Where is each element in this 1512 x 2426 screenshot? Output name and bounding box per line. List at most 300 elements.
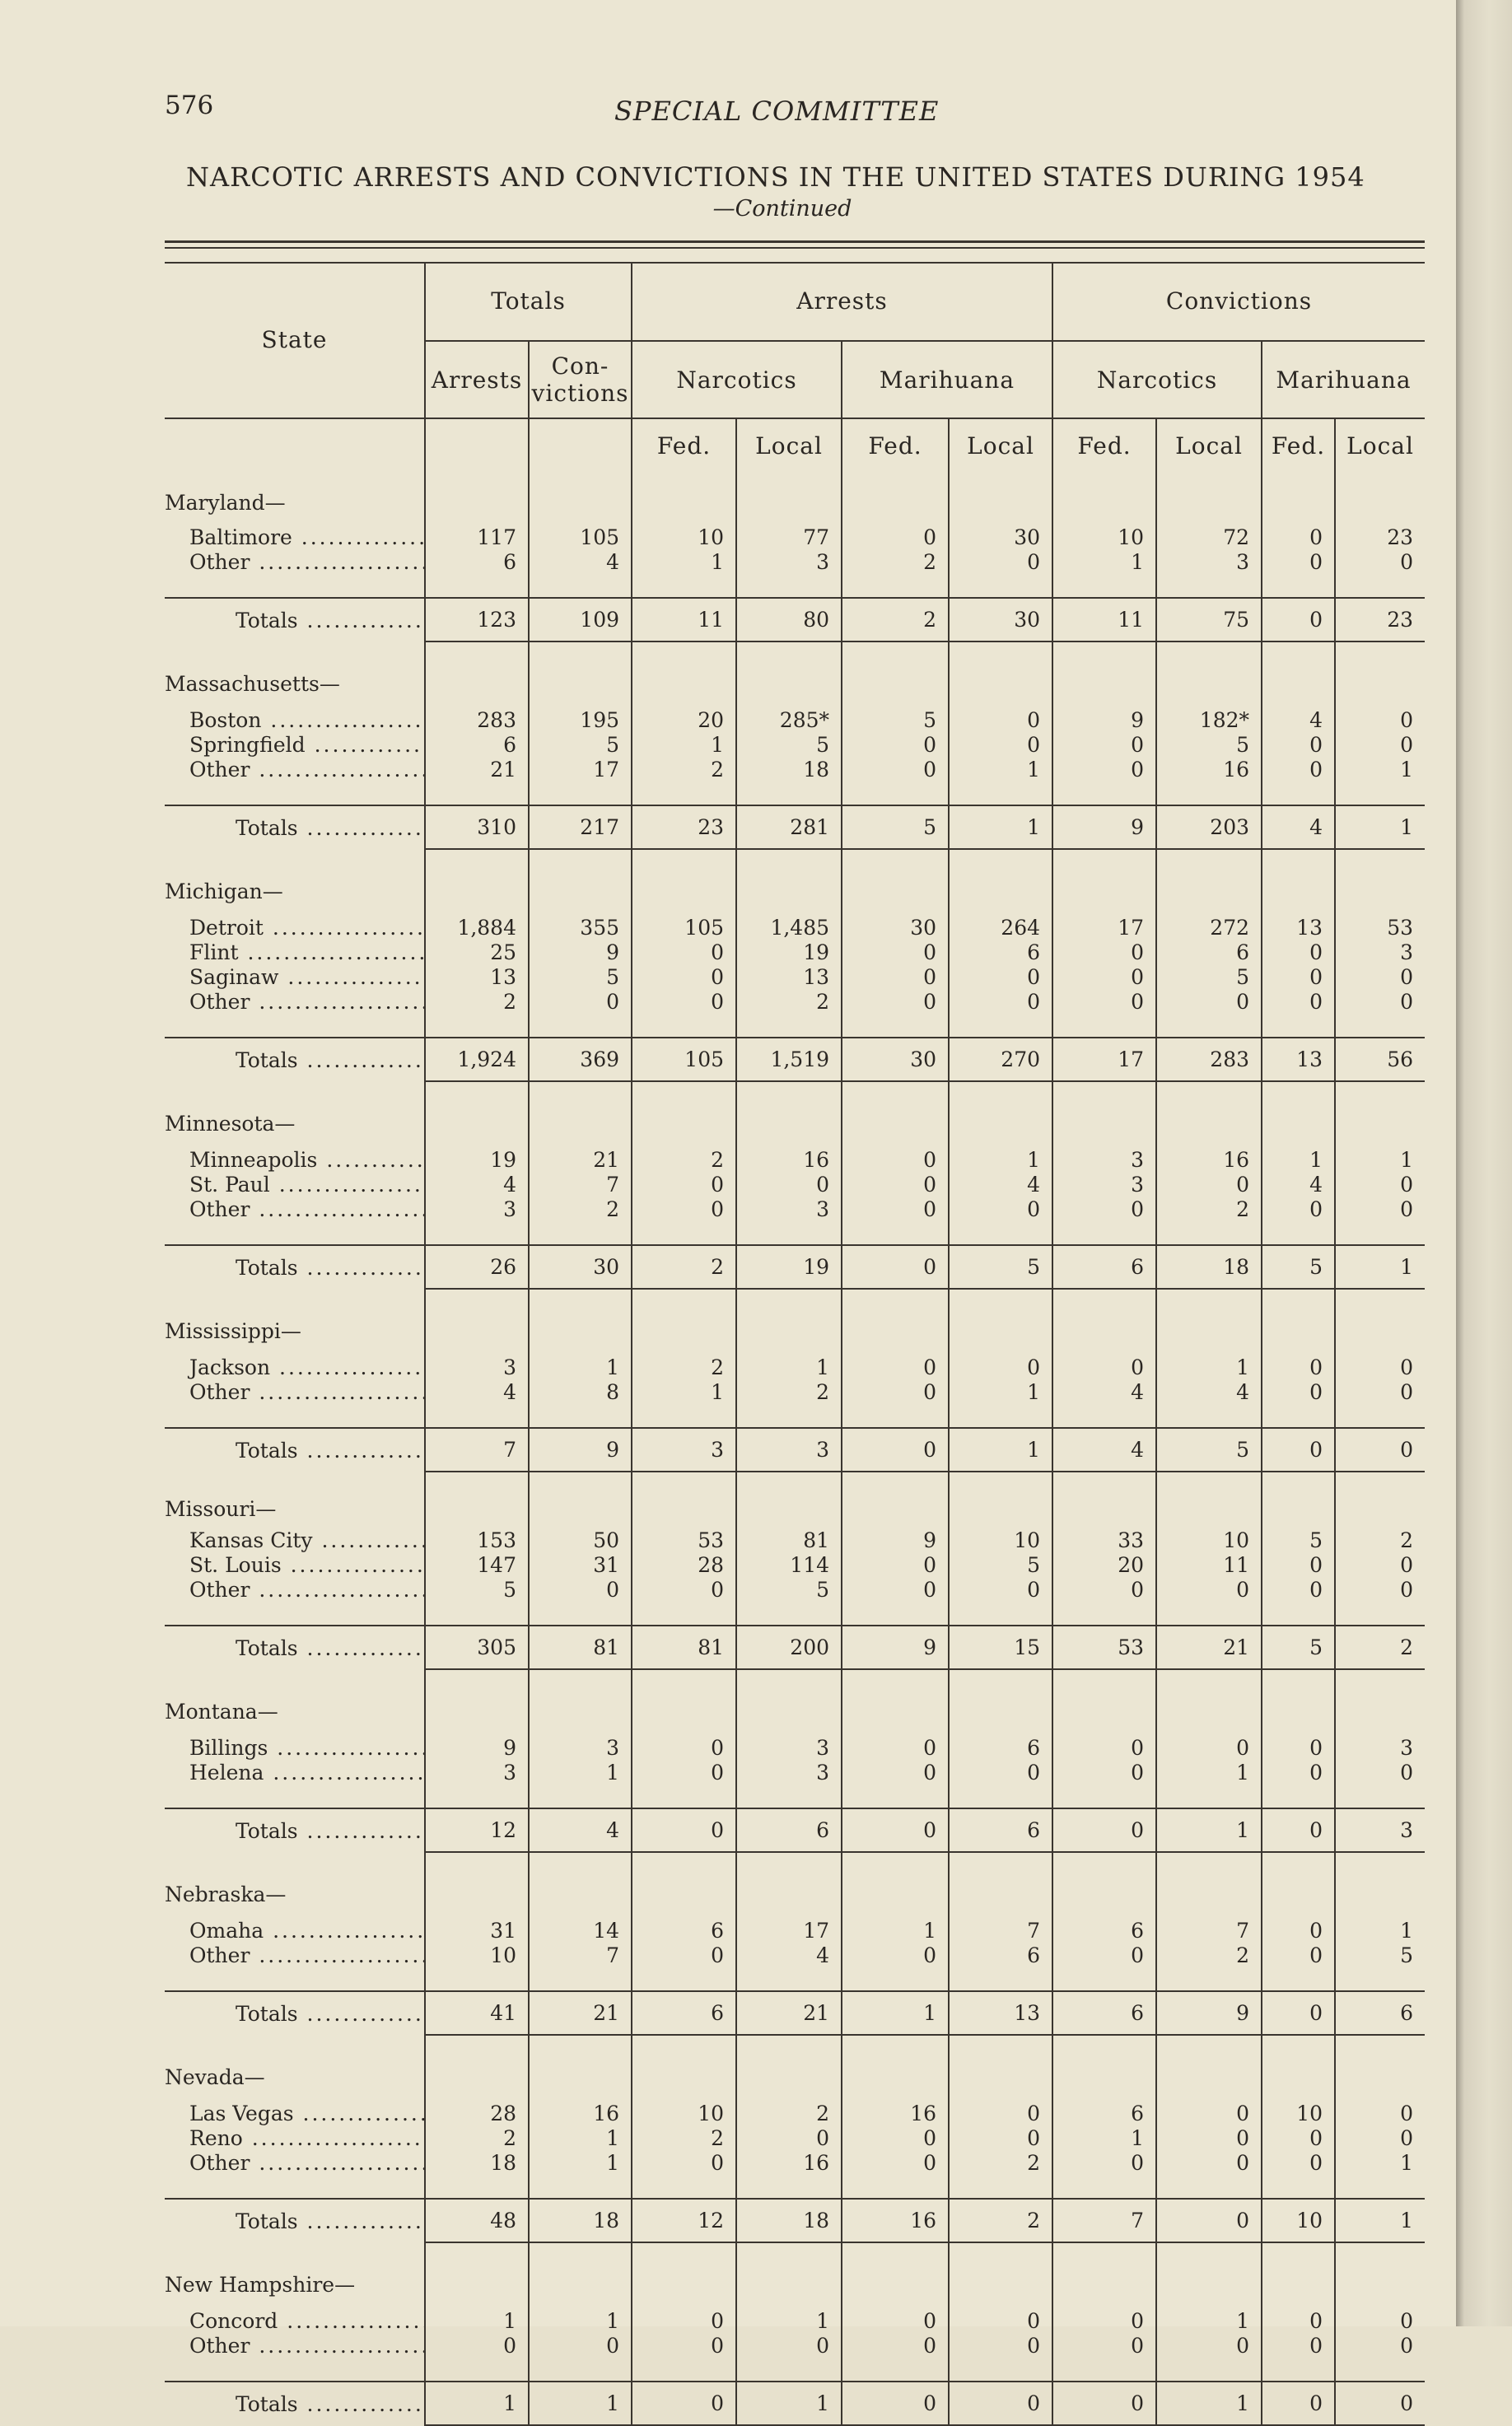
totals-value-cell: 310: [425, 805, 529, 849]
data-row: [165, 1918, 1425, 1943]
value-cell: 4: [425, 1172, 529, 1197]
local-column-header: Local: [1156, 418, 1262, 460]
totals-value-cell: 9: [1156, 1991, 1262, 2035]
totals-value-cell: 5: [1262, 1245, 1335, 1289]
value-cell: 1: [1262, 1147, 1335, 1172]
spacer: [736, 1967, 842, 1991]
value-cell: 0: [842, 1355, 949, 1379]
spacer-row: [165, 781, 1425, 805]
spacer: [949, 1014, 1052, 1038]
totals-label: [165, 2199, 425, 2242]
empty-cell: [736, 1669, 842, 1735]
spacer: [1156, 1014, 1262, 1038]
value-cell: 3: [425, 1760, 529, 1785]
city-name: Other .....: [189, 2151, 425, 2175]
totals-value-cell: 80: [736, 598, 842, 641]
totals-value-cell: 9: [842, 1626, 949, 1669]
value-cell: 0: [1156, 1577, 1262, 1602]
totals-value-cell: 26: [425, 1245, 529, 1289]
value-cell: 0: [1335, 732, 1425, 757]
city-label: [165, 1355, 425, 1379]
value-cell: 3: [425, 1197, 529, 1221]
totals-value-cell: 0: [1262, 598, 1335, 641]
totals-label: [165, 598, 425, 641]
totals-text: Totals .....: [236, 2002, 425, 2026]
totals-value-cell: 18: [736, 2199, 842, 2242]
value-cell: 1: [529, 2125, 632, 2150]
totals-value-cell: 0: [1262, 2382, 1335, 2425]
data-row: [165, 1577, 1425, 1602]
totals-value-cell: 0: [949, 2382, 1052, 2425]
totals-value-cell: 21: [736, 1991, 842, 2035]
empty-cell: [736, 1081, 842, 1147]
value-cell: 17: [1052, 915, 1156, 940]
spacer-row: [165, 1967, 1425, 1991]
value-cell: 18: [736, 757, 842, 781]
empty-cell: [1052, 849, 1156, 915]
value-cell: 0: [949, 549, 1052, 574]
totals-value-cell: 6: [1335, 1991, 1425, 2035]
value-cell: 1: [1335, 1147, 1425, 1172]
value-cell: 6: [425, 732, 529, 757]
spacer: [842, 1404, 949, 1428]
value-cell: 1: [1335, 1918, 1425, 1943]
empty-cell: [425, 460, 529, 525]
empty-cell: [632, 1472, 736, 1528]
value-cell: 16: [736, 2150, 842, 2175]
totals-value-cell: 19: [736, 1245, 842, 1289]
value-cell: 2: [632, 757, 736, 781]
value-cell: 0: [529, 989, 632, 1014]
totals-value-cell: 6: [736, 1808, 842, 1852]
totals-label: [165, 2382, 425, 2425]
value-cell: 0: [949, 2333, 1052, 2358]
totals-row: [165, 598, 1425, 641]
value-cell: 0: [632, 989, 736, 1014]
value-cell: 1: [632, 549, 736, 574]
totals-value-cell: 16: [842, 2199, 949, 2242]
value-cell: 0: [842, 1147, 949, 1172]
totals-label: [165, 1991, 425, 2035]
totals-label: [165, 1038, 425, 1081]
city-name: Jackson .....: [189, 1355, 425, 1379]
value-cell: 264: [949, 915, 1052, 940]
value-cell: 283: [425, 707, 529, 732]
value-cell: 0: [1335, 2308, 1425, 2333]
value-cell: 0: [1052, 1735, 1156, 1760]
empty-cell: [1262, 2035, 1335, 2101]
spacer: [736, 2358, 842, 2382]
value-cell: 6: [949, 1943, 1052, 1967]
empty-cell: [1156, 1472, 1262, 1528]
totals-row: [165, 1038, 1425, 1081]
totals-row: [165, 1991, 1425, 2035]
spacer: [949, 1602, 1052, 1626]
spacer: [842, 2358, 949, 2382]
spacer: [842, 1014, 949, 1038]
spacer: [1262, 2358, 1335, 2382]
city-label: [165, 1735, 425, 1760]
empty-cell: [949, 2242, 1052, 2308]
value-cell: 1: [1335, 2150, 1425, 2175]
value-cell: 0: [1262, 1943, 1335, 1967]
city-label: [165, 915, 425, 940]
spacer: [1052, 2175, 1156, 2199]
value-cell: 1: [1156, 1760, 1262, 1785]
value-cell: 0: [736, 2333, 842, 2358]
spacer: [632, 1967, 736, 1991]
value-cell: 0: [842, 1379, 949, 1404]
totals-value-cell: 12: [425, 1808, 529, 1852]
spacer: [425, 781, 529, 805]
totals-value-cell: 4: [1262, 805, 1335, 849]
value-cell: 2: [425, 989, 529, 1014]
totals-value-cell: 0: [632, 2382, 736, 2425]
spacer: [632, 2175, 736, 2199]
state-name: Mississippi—: [165, 1318, 301, 1343]
spacer: [736, 1221, 842, 1245]
spacer: [842, 1221, 949, 1245]
value-cell: 19: [425, 1147, 529, 1172]
value-cell: 4: [425, 1379, 529, 1404]
spacer: [425, 1014, 529, 1038]
value-cell: 6: [949, 1735, 1052, 1760]
data-row: [165, 940, 1425, 964]
data-row: [165, 1552, 1425, 1577]
empty-cell: [1335, 1852, 1425, 1918]
empty-cell: [949, 2035, 1052, 2101]
totals-arrests-header: Arrests: [425, 341, 529, 418]
value-cell: 0: [949, 1577, 1052, 1602]
totals-value-cell: 18: [529, 2199, 632, 2242]
totals-value-cell: 1: [949, 1428, 1052, 1472]
totals-value-cell: 1: [736, 2382, 842, 2425]
value-cell: 1: [736, 1355, 842, 1379]
value-cell: 0: [949, 1355, 1052, 1379]
spacer: [425, 1404, 529, 1428]
city-label: [165, 549, 425, 574]
empty-cell: [529, 641, 632, 707]
data-row: [165, 915, 1425, 940]
totals-value-cell: 30: [949, 598, 1052, 641]
state-name: Nevada—: [165, 2064, 265, 2089]
value-cell: 5: [1262, 1528, 1335, 1552]
value-cell: 0: [842, 1577, 949, 1602]
totals-label: [165, 1245, 425, 1289]
city-label: [165, 1943, 425, 1967]
spacer: [165, 1967, 425, 1991]
city-label: [165, 707, 425, 732]
value-cell: 5: [529, 732, 632, 757]
arrests-marihuana-header: Marihuana: [842, 341, 1052, 418]
value-cell: 0: [1156, 1172, 1262, 1197]
data-row: [165, 1355, 1425, 1379]
spacer-row: [165, 1602, 1425, 1626]
value-cell: 1: [529, 1355, 632, 1379]
totals-arrests-spacer: [425, 418, 529, 460]
spacer: [529, 574, 632, 598]
empty-cell: [1262, 1852, 1335, 1918]
empty-cell: [949, 1852, 1052, 1918]
city-name: Billings .....: [189, 1736, 425, 1760]
value-cell: 4: [1156, 1379, 1262, 1404]
totals-value-cell: 23: [632, 805, 736, 849]
spacer: [425, 574, 529, 598]
value-cell: 6: [949, 940, 1052, 964]
empty-cell: [949, 1289, 1052, 1355]
empty-cell: [1335, 1472, 1425, 1528]
value-cell: 1: [632, 732, 736, 757]
empty-cell: [1335, 2242, 1425, 2308]
empty-cell: [842, 641, 949, 707]
empty-cell: [1262, 641, 1335, 707]
fed-column-header: Fed.: [632, 418, 736, 460]
empty-cell: [1262, 1472, 1335, 1528]
empty-cell: [632, 1081, 736, 1147]
totals-label: [165, 1808, 425, 1852]
spacer: [1156, 574, 1262, 598]
spacer: [1052, 574, 1156, 598]
totals-value-cell: 2: [632, 1245, 736, 1289]
value-cell: 25: [425, 940, 529, 964]
data-row: [165, 732, 1425, 757]
value-cell: 0: [1052, 2333, 1156, 2358]
value-cell: 10: [1156, 1528, 1262, 1552]
city-name: Kansas City .....: [189, 1528, 425, 1552]
facing-page-edge: [1456, 0, 1512, 2326]
state-heading-row: [165, 460, 1425, 525]
value-cell: 1: [1156, 2308, 1262, 2333]
spacer: [842, 781, 949, 805]
empty-cell: [949, 460, 1052, 525]
value-cell: 9: [842, 1528, 949, 1552]
value-cell: 0: [1262, 2308, 1335, 2333]
value-cell: 0: [1052, 940, 1156, 964]
value-cell: 0: [1052, 2308, 1156, 2333]
totals-value-cell: 109: [529, 598, 632, 641]
totals-value-cell: 10: [1262, 2199, 1335, 2242]
value-cell: 7: [1156, 1918, 1262, 1943]
spacer: [1052, 1785, 1156, 1808]
empty-cell: [425, 2242, 529, 2308]
spacer: [736, 1785, 842, 1808]
totals-value-cell: 0: [632, 1808, 736, 1852]
totals-value-cell: 1: [842, 1991, 949, 2035]
empty-cell: [949, 1081, 1052, 1147]
spacer: [529, 2175, 632, 2199]
empty-cell: [949, 1669, 1052, 1735]
spacer: [425, 1602, 529, 1626]
value-cell: 8: [529, 1379, 632, 1404]
empty-cell: [949, 641, 1052, 707]
value-cell: 21: [425, 757, 529, 781]
state-name: New Hampshire—: [165, 2272, 356, 2297]
totals-value-cell: 12: [632, 2199, 736, 2242]
value-cell: 13: [736, 964, 842, 989]
value-cell: 117: [425, 525, 529, 549]
spacer: [529, 2358, 632, 2382]
totals-value-cell: 4: [529, 1808, 632, 1852]
value-cell: 0: [632, 2308, 736, 2333]
value-cell: 10: [949, 1528, 1052, 1552]
value-cell: 3: [1052, 1147, 1156, 1172]
value-cell: 2: [842, 549, 949, 574]
value-cell: 1,884: [425, 915, 529, 940]
empty-cell: [949, 1472, 1052, 1528]
value-cell: 19: [736, 940, 842, 964]
spacer: [1262, 2175, 1335, 2199]
spacer: [529, 1967, 632, 1991]
value-cell: 31: [425, 1918, 529, 1943]
value-cell: 0: [1052, 964, 1156, 989]
empty-cell: [736, 1472, 842, 1528]
totals-value-cell: 0: [842, 1428, 949, 1472]
totals-text: Totals .....: [236, 2392, 425, 2416]
value-cell: 0: [1335, 549, 1425, 574]
empty-cell: [529, 460, 632, 525]
data-row: [165, 2150, 1425, 2175]
value-cell: 5: [736, 1577, 842, 1602]
totals-value-cell: 0: [1335, 2382, 1425, 2425]
header-row-groups: [165, 262, 1425, 341]
spacer: [842, 2175, 949, 2199]
totals-value-cell: 1,924: [425, 1038, 529, 1081]
totals-value-cell: 3: [1335, 1808, 1425, 1852]
value-cell: 4: [949, 1172, 1052, 1197]
value-cell: 0: [842, 1197, 949, 1221]
value-cell: 0: [1052, 1355, 1156, 1379]
city-label: [165, 525, 425, 549]
value-cell: 105: [529, 525, 632, 549]
totals-value-cell: 11: [632, 598, 736, 641]
state-spacer: [165, 418, 425, 460]
empty-cell: [1335, 1081, 1425, 1147]
spacer-row: [165, 1404, 1425, 1428]
spacer: [736, 2175, 842, 2199]
totals-row: [165, 1626, 1425, 1669]
spacer: [425, 2358, 529, 2382]
spacer: [425, 1967, 529, 1991]
totals-value-cell: 2: [949, 2199, 1052, 2242]
totals-value-cell: 30: [842, 1038, 949, 1081]
value-cell: 0: [1335, 1355, 1425, 1379]
value-cell: 0: [1052, 757, 1156, 781]
value-cell: 2: [1156, 1943, 1262, 1967]
city-label: [165, 989, 425, 1014]
value-cell: 30: [949, 525, 1052, 549]
value-cell: 0: [1262, 1918, 1335, 1943]
spacer: [842, 574, 949, 598]
empty-cell: [1052, 1852, 1156, 1918]
city-label: [165, 1760, 425, 1785]
value-cell: 0: [1262, 1760, 1335, 1785]
local-column-header: Local: [736, 418, 842, 460]
value-cell: 13: [425, 964, 529, 989]
value-cell: 7: [949, 1918, 1052, 1943]
value-cell: 0: [1262, 1577, 1335, 1602]
value-cell: 3: [1052, 1172, 1156, 1197]
value-cell: 0: [632, 1172, 736, 1197]
spacer: [1156, 781, 1262, 805]
spacer-row: [165, 2358, 1425, 2382]
empty-cell: [842, 2035, 949, 2101]
totals-row: [165, 1808, 1425, 1852]
value-cell: 3: [736, 549, 842, 574]
spacer: [165, 2175, 425, 2199]
city-name: Other .....: [189, 990, 425, 1014]
city-label: [165, 2333, 425, 2358]
empty-cell: [632, 2242, 736, 2308]
table-subtitle: —Continued: [712, 196, 852, 222]
value-cell: 5: [1156, 964, 1262, 989]
value-cell: 16: [842, 2101, 949, 2125]
empty-cell: [1335, 2035, 1425, 2101]
empty-cell: [1052, 1289, 1156, 1355]
totals-value-cell: 7: [425, 1428, 529, 1472]
value-cell: 0: [1262, 2333, 1335, 2358]
spacer: [736, 1014, 842, 1038]
city-label: [165, 2308, 425, 2333]
value-cell: 16: [1156, 1147, 1262, 1172]
empty-cell: [529, 1081, 632, 1147]
empty-cell: [1262, 2242, 1335, 2308]
value-cell: 0: [1335, 964, 1425, 989]
data-row: [165, 989, 1425, 1014]
empty-cell: [1156, 460, 1262, 525]
spacer: [949, 2175, 1052, 2199]
value-cell: 3: [1335, 1735, 1425, 1760]
value-cell: 2: [632, 2125, 736, 2150]
empty-cell: [736, 1289, 842, 1355]
spacer: [1156, 1967, 1262, 1991]
value-cell: 0: [1156, 2150, 1262, 2175]
value-cell: 0: [529, 1577, 632, 1602]
value-cell: 182*: [1156, 707, 1262, 732]
totals-value-cell: 6: [632, 1991, 736, 2035]
city-label: [165, 1172, 425, 1197]
empty-cell: [1052, 1081, 1156, 1147]
value-cell: 1: [949, 1147, 1052, 1172]
spacer: [949, 1967, 1052, 1991]
value-cell: 153: [425, 1528, 529, 1552]
value-cell: 5: [949, 1552, 1052, 1577]
totals-text: Totals .....: [236, 1256, 425, 1280]
city-name: Saginaw .....: [189, 965, 425, 989]
value-cell: 4: [1262, 707, 1335, 732]
data-row: [165, 1172, 1425, 1197]
spacer: [165, 574, 425, 598]
value-cell: 285*: [736, 707, 842, 732]
spacer: [529, 1014, 632, 1038]
city-name: Concord .....: [189, 2309, 425, 2333]
value-cell: 3: [736, 1735, 842, 1760]
totals-value-cell: 200: [736, 1626, 842, 1669]
empty-cell: [529, 1289, 632, 1355]
value-cell: 0: [1156, 2333, 1262, 2358]
spacer-row: [165, 1014, 1425, 1038]
empty-cell: [425, 1669, 529, 1735]
value-cell: 0: [1052, 1577, 1156, 1602]
local-column-header: Local: [949, 418, 1052, 460]
city-label: [165, 1577, 425, 1602]
value-cell: 53: [632, 1528, 736, 1552]
value-cell: 1: [632, 1379, 736, 1404]
totals-value-cell: 48: [425, 2199, 529, 2242]
value-cell: 5: [736, 732, 842, 757]
convictions-narcotics-header: Narcotics: [1052, 341, 1262, 418]
totals-value-cell: 6: [949, 1808, 1052, 1852]
value-cell: 0: [842, 1552, 949, 1577]
